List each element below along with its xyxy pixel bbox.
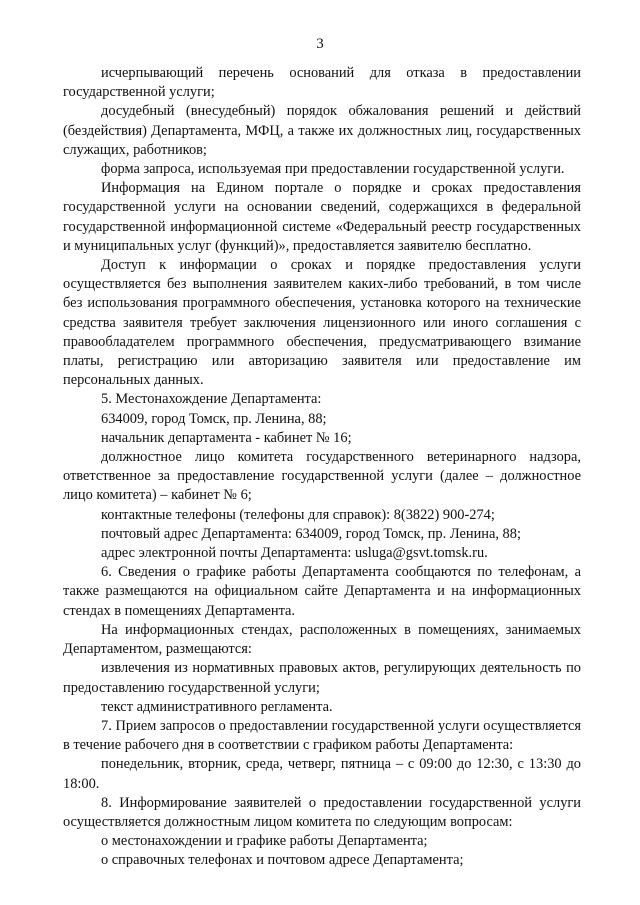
page-number: 3 [316, 36, 324, 52]
paragraph: извлечения из нормативных правовых актов, регулирующих деятельность по предоставлению государственной услуги; [63, 660, 581, 696]
paragraph: понедельник, вторник, среда, четверг, пятница – с 09:00 до 12:30, с 13:30 до 18:00. [63, 756, 581, 792]
paragraph: 8. Информирование заявителей о предоставлении государственной услуги осуществляется должностным лицом комитета по следующим вопросам: [63, 794, 581, 830]
paragraph: почтовый адрес Департамента: 634009, город Томск, пр. Ленина, 88; [101, 525, 521, 542]
paragraph: Доступ к информации о сроках и порядке предоставления услуги осуществляется без выполнения заявителем каких-либо требований, в том числе без использования программного обеспечения, установка которого на технические средства заявителя требует заключения лицензионного или иного соглашения с правообладателем программного обеспечения, предусматривающего взимание платы, регистрацию или авторизацию заявителя или предоставление им персональных данных. [63, 257, 581, 389]
paragraph: 634009, город Томск, пр. Ленина, 88; [101, 410, 327, 427]
paragraph: адрес электронной почты Департамента: usluga@gsvt.tomsk.ru. [101, 545, 488, 562]
paragraph: 7. Прием запросов о предоставлении государственной услуги осуществляется в течение рабочего дня в соответствии с графиком работы Департамента: [63, 717, 581, 754]
paragraph: Информация на Едином портале о порядке и сроках предоставления государственной услуги на основании сведений, содержащихся в федеральной государственной информационной системе «Федеральный реестр государственных и муниципальных услуг (функций)», предоставляется заявителю бесплатно. [63, 180, 581, 254]
document-body [63, 64, 581, 871]
paragraph: исчерпывающий перечень оснований для отказа в предоставлении государственной услуги; [63, 65, 581, 101]
paragraph: форма запроса, используемая при предоставлении государственной услуги. [101, 161, 565, 178]
paragraph: досудебный (внесудебный) порядок обжалования решений и действий (бездействия) Департамента, МФЦ, а также их должностных лиц, государственных служащих, работников; [63, 103, 581, 158]
paragraph: о справочных телефонах и почтовом адресе Департамента; [101, 852, 464, 869]
paragraph: На информационных стендах, расположенных в помещениях, занимаемых Департаментом, размещаются: [63, 621, 581, 658]
paragraph: текст административного регламента. [101, 698, 333, 715]
paragraph: контактные телефоны (телефоны для справок): 8(3822) 900-274; [101, 506, 495, 523]
paragraph: 5. Местонахождение Департамента: [101, 391, 322, 408]
paragraph: 6. Сведения о графике работы Департамента сообщаются по телефонам, а также размещаются на официальном сайте Департамента и на информационных стендах в помещениях Департамента. [63, 564, 581, 619]
paragraph: должностное лицо комитета государственного ветеринарного надзора, ответственное за предоставление государственной услуги (далее – должностное лицо комитета) – кабинет № 6; [63, 449, 581, 504]
paragraph: о местонахождении и графике работы Департамента; [101, 833, 428, 850]
paragraph: начальник департамента - кабинет № 16; [101, 429, 352, 446]
